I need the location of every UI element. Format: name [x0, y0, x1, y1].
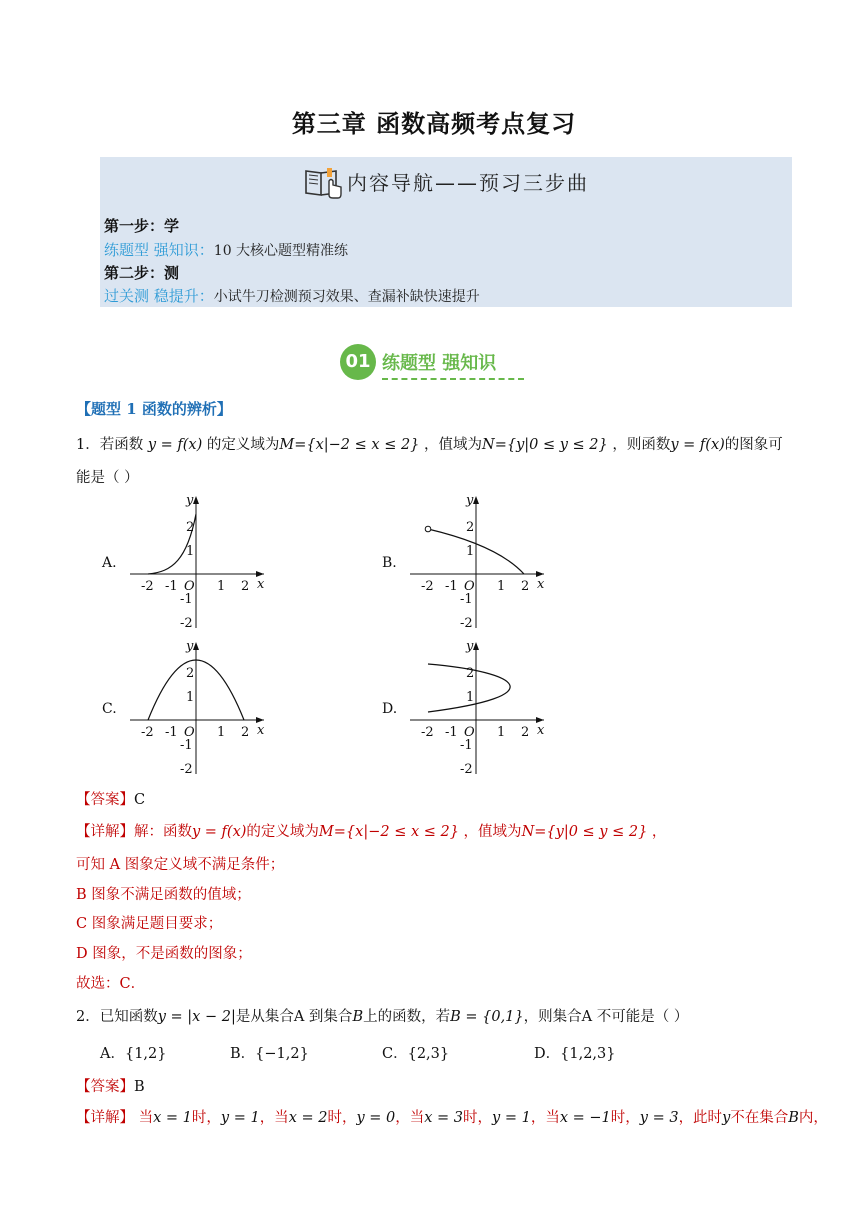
- question-1-line2: 能是（ ）: [76, 470, 139, 486]
- q2-explain-math: x = −1: [559, 1110, 611, 1126]
- q2-option-b: B．{−1,2}: [230, 1046, 309, 1062]
- y-tick-label: 1: [186, 690, 195, 705]
- page-title: 第三章 函数高频考点复习: [291, 109, 577, 138]
- x-axis-label: x: [257, 577, 265, 592]
- q1-explain-line: 故选：C．: [76, 976, 146, 992]
- x-tick-label: -2: [141, 579, 154, 594]
- x-axis-label: x: [537, 577, 545, 592]
- option-c-label: C.: [102, 701, 117, 717]
- x-tick-label: 1: [497, 579, 506, 594]
- x-tick-label: 1: [217, 579, 226, 594]
- q2-explanation: 【详解】 当x = 1时，y = 1，当x = 2时，y = 0，当x = 3时，y = 1，当x = −1时，y = 3，此时y不在集合B内，: [76, 1110, 828, 1126]
- step1-line: [104, 239, 348, 260]
- q2-explain-text: ，当: [395, 1110, 425, 1126]
- x-tick-label: -1: [165, 725, 178, 740]
- q2-explain-math: y = 1: [492, 1110, 531, 1126]
- graph-b: [402, 490, 552, 632]
- x-tick-label: 1: [497, 725, 506, 740]
- q1-domain: M={x|−2 ≤ x ≤ 2}: [279, 437, 420, 453]
- q2-explain-text: 时，: [610, 1110, 640, 1126]
- option-a-label: A.: [102, 555, 117, 571]
- x-tick-label: -2: [421, 579, 434, 594]
- y-tick-label: 2: [466, 520, 475, 535]
- step1-label: 第一步：学: [104, 217, 180, 235]
- origin-label: O: [464, 725, 475, 740]
- option-b-label: B.: [382, 555, 397, 571]
- q2-explain-text: 内，: [798, 1110, 828, 1126]
- step2-label: 第二步：测: [104, 264, 180, 282]
- y-tick-label: 2: [466, 666, 475, 681]
- x-tick-label: 2: [521, 579, 530, 594]
- q1-explain-line: B 图象不满足函数的值域；: [76, 887, 251, 903]
- q2-explain-math: x = 2: [288, 1110, 328, 1126]
- y-tick-label: -2: [460, 762, 473, 777]
- q2-explain-text: 时，: [327, 1110, 357, 1126]
- q1-explain-line: D 图象，不是函数的图象；: [76, 946, 252, 962]
- q2-explain-text: 不在集合: [730, 1110, 789, 1126]
- q1-function: y = f(x): [147, 437, 203, 453]
- y-tick-label: -2: [460, 616, 473, 631]
- step1-tag: 练题型 强知识：: [104, 241, 214, 259]
- section-number: 01: [340, 344, 376, 380]
- y-tick-label: -1: [180, 592, 193, 607]
- y-axis-arrow: [193, 642, 199, 650]
- section-badge: [340, 344, 540, 384]
- q2-answer: 【答案】B: [76, 1079, 145, 1095]
- question-1-line1: 1．若函数 y = f(x) 的定义域为M={x|−2 ≤ x ≤ 2} ，值域为N={y|0 ≤ y ≤ 2} ，则函数y = f(x)的图象可: [76, 437, 783, 453]
- y-tick-label: -2: [180, 762, 193, 777]
- y-axis-arrow: [193, 496, 199, 504]
- y-axis-arrow: [473, 642, 479, 650]
- x-tick-label: 2: [241, 579, 250, 594]
- graph-c: [122, 636, 272, 778]
- q2-explain-text: ，当: [259, 1110, 289, 1126]
- origin-label: O: [184, 725, 195, 740]
- q2-function: y = |x − 2|: [157, 1009, 236, 1025]
- x-tick-label: 2: [241, 725, 250, 740]
- y-tick-label: -1: [460, 738, 473, 753]
- step2-line: [104, 285, 480, 306]
- q2-option-c: C．{2,3}: [382, 1046, 450, 1062]
- question-2: 2．已知函数y = |x − 2|是从集合A 到集合B上的函数，若B = {0,1}，则集合A 不可能是（ ）: [76, 1009, 689, 1025]
- x-tick-label: -1: [165, 579, 178, 594]
- y-axis-label: y: [466, 639, 474, 654]
- nav-heading: [100, 165, 792, 204]
- section-badge-text: 练题型 强知识: [382, 353, 497, 374]
- content-navigation-box: [100, 157, 792, 307]
- x-tick-label: 1: [217, 725, 226, 740]
- q2-explain-text: 当: [138, 1110, 154, 1126]
- q2-explain-math: y = 3: [639, 1110, 679, 1126]
- q2-explain-math: x = 3: [424, 1110, 464, 1126]
- q2-explain-math: y = 0: [356, 1110, 396, 1126]
- y-tick-label: -1: [180, 738, 193, 753]
- y-tick-label: 1: [186, 544, 195, 559]
- graph-b-open-point: [425, 526, 431, 532]
- y-tick-label: 2: [186, 520, 195, 535]
- y-tick-label: -2: [180, 616, 193, 631]
- nav-heading-text: 内容导航——预习三步曲: [347, 171, 589, 195]
- y-axis-label: y: [186, 493, 194, 508]
- x-tick-label: -2: [141, 725, 154, 740]
- y-tick-label: 2: [186, 666, 195, 681]
- q2-set-b: B = {0,1}: [450, 1009, 524, 1025]
- q2-option-d: D．{1,2,3}: [534, 1046, 616, 1062]
- y-axis-label: y: [466, 493, 474, 508]
- x-tick-label: -1: [445, 725, 458, 740]
- q2-explain-math: y = 1: [220, 1110, 260, 1126]
- x-tick-label: -2: [421, 725, 434, 740]
- q2-explain-math: y: [722, 1110, 731, 1126]
- graph-d: [402, 636, 552, 778]
- q2-explain-math: B: [788, 1110, 799, 1126]
- q1-range: N={y|0 ≤ y ≤ 2}: [482, 437, 608, 453]
- section-underline: [382, 378, 524, 380]
- y-axis-arrow: [473, 496, 479, 504]
- x-tick-label: 2: [521, 725, 530, 740]
- q2-explain-text: 时，: [191, 1110, 221, 1126]
- q2-explain-text: ，此时: [678, 1110, 723, 1126]
- origin-label: O: [184, 579, 195, 594]
- q1-explanation: 【详解】解：函数y = f(x)的定义域为M={x|−2 ≤ x ≤ 2} ，值域为N={y|0 ≤ y ≤ 2} ，: [76, 824, 667, 840]
- origin-label: O: [464, 579, 475, 594]
- y-tick-label: 1: [466, 544, 475, 559]
- y-tick-label: 1: [466, 690, 475, 705]
- x-axis-label: x: [257, 723, 265, 738]
- q2-explain-math: x = 1: [153, 1110, 192, 1126]
- step2-tag: 过关测 稳提升：: [104, 287, 214, 305]
- q2-explain-text: 时，: [463, 1110, 493, 1126]
- y-axis-label: y: [186, 639, 194, 654]
- option-d-label: D.: [382, 701, 398, 717]
- x-tick-label: -1: [445, 579, 458, 594]
- graph-a: [122, 490, 272, 632]
- x-axis-label: x: [537, 723, 545, 738]
- q1-explain-line: 可知 A 图象定义域不满足条件；: [76, 857, 285, 873]
- y-tick-label: -1: [460, 592, 473, 607]
- q2-explain-text: ，当: [530, 1110, 560, 1126]
- q1-explain-line: C 图象满足题目要求；: [76, 916, 223, 932]
- q2-option-a: A．{1,2}: [100, 1046, 167, 1062]
- topic-heading: 【题型 1 函数的辨析】: [76, 400, 232, 418]
- q1-answer: 【答案】C: [76, 792, 146, 808]
- step2-desc: 小试牛刀检测预习效果、查漏补缺快速提升: [213, 289, 480, 305]
- book-pointer-icon: [303, 165, 343, 204]
- step1-desc: 10 大核心题型精准练: [213, 243, 349, 259]
